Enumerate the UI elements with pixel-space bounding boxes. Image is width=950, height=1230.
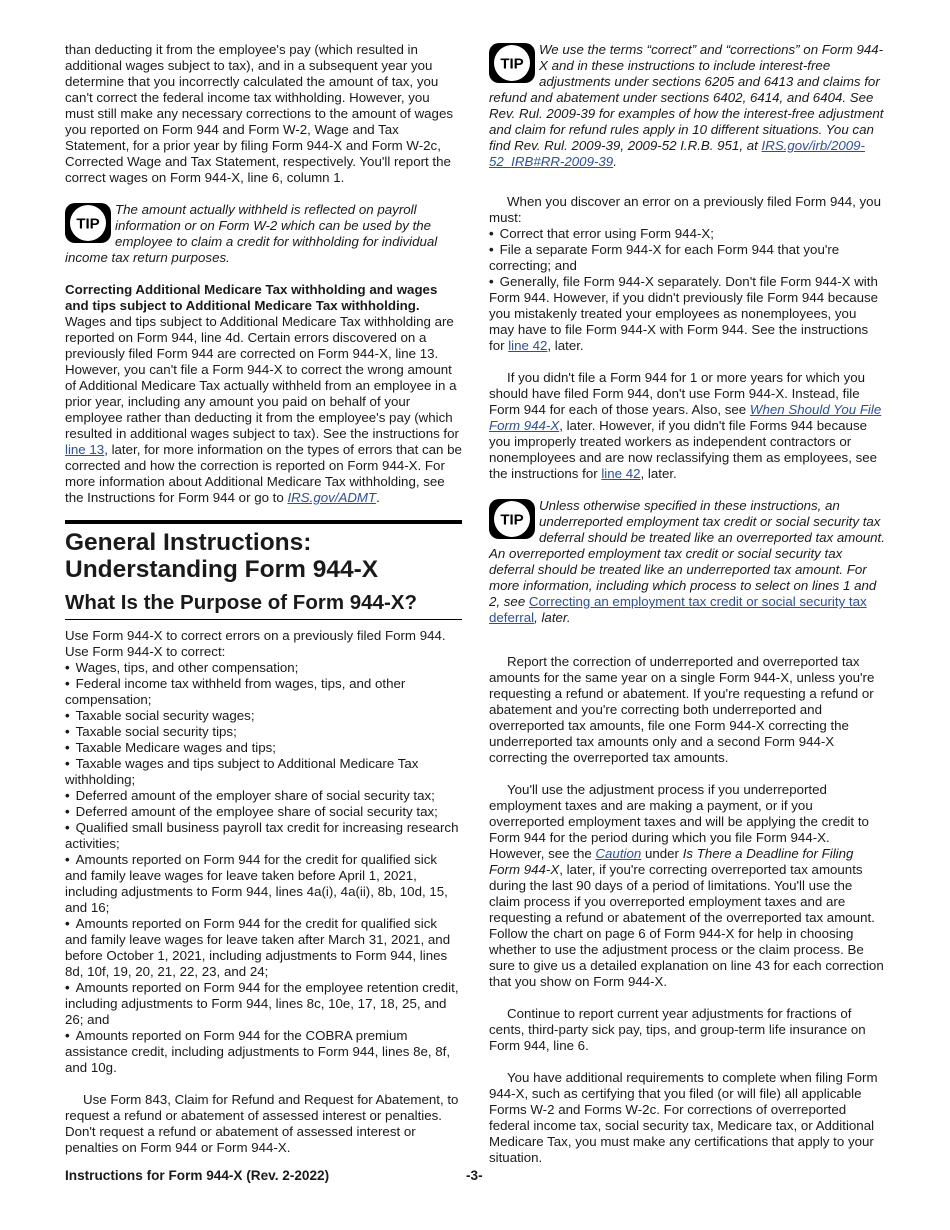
footer-title: Instructions for Form 944-X (Rev. 2-2022) xyxy=(65,1168,330,1183)
link-when-should-you-file[interactable]: When Should You File Form 944-X xyxy=(489,402,882,433)
paragraph-continue-report: Continue to report current year adjustments for fractions of cents, third-party sick pay, tips, and group-term life insurance on Form 944, line 6. xyxy=(489,1006,866,1053)
list-item: • Taxable social security tips; xyxy=(65,724,462,740)
amt-heading: Correcting Additional Medicare Tax withholding and wages and tips subject to Additional Medicare Tax withholding. xyxy=(65,282,438,313)
list-item: • Generally, file Form 944-X separately. Don't file Form 944-X with Form 944. However, if you didn't previously file Form 944 because you mistakenly treated your employees as nonemployees, you may have to file Form 944-X with Form 944. See the instructions for line 42, later. xyxy=(489,274,885,354)
link-caution[interactable]: Caution xyxy=(595,846,642,861)
list-item: • Qualified small business payroll tax credit for increasing research activities; xyxy=(65,820,462,852)
page-number: -3- xyxy=(466,1168,483,1183)
list-item: • Deferred amount of the employer share of social security tax; xyxy=(65,788,462,804)
tip-withheld xyxy=(65,202,462,266)
list-item: • Amounts reported on Form 944 for the credit for qualified sick and family leave wages for leave taken after March 31, 2021, and before October 1, 2021, including adjustments to Form 944, lines 8d, 10f, 19, 20, 21, 22, 23, and 24; xyxy=(65,916,462,980)
link-line-42[interactable]: line 42 xyxy=(508,338,548,353)
list-item: • Taxable Medicare wages and tips; xyxy=(65,740,462,756)
link-correcting-employment-tax-credit[interactable]: Correcting an employment tax credit or social security tax deferral xyxy=(489,594,867,625)
link-line-42[interactable]: line 42 xyxy=(601,466,641,481)
list-item: • Federal income tax withheld from wages, tips, and other compensation; xyxy=(65,676,462,708)
list-item: • Amounts reported on Form 944 for the credit for qualified sick and family leave wages for leave taken before April 1, 2021, including adjustments to Form 944, lines 4a(i), 4a(ii), 8b, 10d, 15, and 16; xyxy=(65,852,462,916)
right-column xyxy=(489,42,885,1166)
svg-text:TIP: TIP xyxy=(500,511,524,529)
subsection-title: What Is the Purpose of Form 944-X? xyxy=(65,591,462,620)
list-item: • Deferred amount of the employee share of social security tax; xyxy=(65,804,462,820)
svg-text:TIP: TIP xyxy=(76,215,100,233)
link-irs-admt[interactable]: IRS.gov/ADMT xyxy=(287,490,377,505)
link-line-13[interactable]: line 13 xyxy=(65,442,105,457)
left-column xyxy=(65,42,462,1156)
discover-bullet-list xyxy=(489,226,885,354)
paragraph-additional-requirements: You have additional requirements to complete when filing Form 944-X, such as certifying that you filed (or will file) all applicable Forms W-2 and Forms W-2c. For corrections of overreported federal income tax, social security tax, Medicare tax, or Additional Medicare Tax, you must make any certifications that apply to your situation. xyxy=(489,1070,878,1165)
tip-icon xyxy=(489,499,535,539)
paragraph-discover-intro: When you discover an error on a previously filed Form 944, you must: xyxy=(489,194,881,225)
list-item: • Taxable wages and tips subject to Additional Medicare Tax withholding; xyxy=(65,756,462,788)
list-item: • Taxable social security wages; xyxy=(65,708,462,724)
purpose-bullet-list xyxy=(65,660,462,1076)
list-item: • Wages, tips, and other compensation; xyxy=(65,660,462,676)
paragraph-no-file: If you didn't file a Form 944 for 1 or more years for which you should have filed Form 944, don't use Form 944-X. Instead, file Form 944 for each of those years. Also, see When Should You File Form 944-X, later. However, if you didn't file Forms 944 because you improperly treated workers as independent contractors or nonemployees and are now reclassifying them as employees, see the instructions for line 42, later. xyxy=(489,370,882,481)
list-item: • Correct that error using Form 944-X; xyxy=(489,226,885,242)
purpose-intro: Use Form 944-X to correct errors on a previously filed Form 944. Use Form 944-X to correct: xyxy=(65,628,446,659)
tip-employment-credit: TIP Unless otherwise specified in these instructions, an underreported employment tax credit or social security tax deferral should be treated like an overreported tax amount. An overreported employment tax credit or social security tax deferral should be treated like an underreported tax amount. For more information, including which process to select on lines 1 and 2, see Correcting an employment tax credit or social security tax deferral, later. xyxy=(489,498,885,625)
section-divider xyxy=(65,520,462,524)
paragraph-additional-medicare: Correcting Additional Medicare Tax withholding and wages and tips subject to Additional Medicare Tax withholding. Wages and tips subject to Additional Medicare Tax withholding are reported on Form 944, line 4d. Certain errors discovered on a previously filed Form 944 are corrected on Form 944-X, line 13. However, you can't file a Form 944-X to correct the wrong amount of Additional Medicare Tax actually withheld from an employee in a prior year, including any amount you paid on behalf of your employee rather than deducting it from the employee's pay (which resulted in additional wages subject to tax). See the instructions for line 13, later, for more information on the types of errors that can be corrected and how the correction is reported on Form 944-X. For more information about Additional Medicare Tax withholding, see the Instructions for Form 944 or go to IRS.gov/ADMT. xyxy=(65,282,462,505)
paragraph-adjustment-process: You'll use the adjustment process if you underreported employment taxes and are making a payment, or if you overreported employment taxes and will be applying the credit to Form 944 for the period during which you file Form 944-X. However, see the Caution under Is There a Deadline for Filing Form 944-X, later, if you're correcting overreported tax amounts during the last 90 days of a period of limitations. You'll use the claim process if you overreported employment taxes and are requesting a refund or abatement of the overreported tax amount. Follow the chart on page 6 of Form 944-X for help in choosing whether to use the adjustment process or the claim process. Be sure to give us a detailed explanation on line 43 for each correction that you show on Form 944-X. xyxy=(489,782,884,989)
list-item: • Amounts reported on Form 944 for the employee retention credit, including adjustments to Form 944, lines 8c, 10e, 17, 18, 25, and 26; and xyxy=(65,980,462,1028)
section-title: General Instructions: Understanding Form 944-X xyxy=(65,529,379,583)
svg-text:TIP: TIP xyxy=(500,55,524,73)
list-item: • Amounts reported on Form 944 for the COBRA premium assistance credit, including adjustments to Form 944, lines 8e, 8f, and 10g. xyxy=(65,1028,462,1076)
tip-withheld-text: The amount actually withheld is reflected on payroll information or on Form W-2 which can be used by the employee to claim a credit for withholding for individual income tax return purposes. xyxy=(65,202,438,265)
paragraph-prior-year-wages: than deducting it from the employee's pay (which resulted in additional wages subject to tax), and in a subsequent year you determine that you incorrectly calculated the amount of tax, you can't correct the federal income tax withholding. However, you must still make any necessary corrections to the amount of wages you reported on Form 944 and Form W-2, Wage and Tax Statement, for a prior year by filing Form 944-X and Form W-2c, Corrected Wage and Tax Statement, respectively. You'll report the correct wages on Form 944-X, line 6, column 1. xyxy=(65,42,453,185)
tip-icon xyxy=(65,203,111,243)
list-item: • File a separate Form 944-X for each Form 944 that you're correcting; and xyxy=(489,242,885,274)
link-rev-rul-2009-39[interactable]: IRS.gov/irb/2009-52_IRB#RR-2009-39 xyxy=(489,138,865,169)
tip-corrections-terms: TIP We use the terms “correct” and “corrections” on Form 944-X and in these instructions to include interest-free adjustments under sections 6205 and 6413 and claims for refund and abatement under sections 6402, 6414, and 6404. See Rev. Rul. 2009-39 for examples of how the interest-free adjustment and claim for refund rules apply in 10 different situations. You can find Rev. Rul. 2009-39, 2009-52 I.R.B. 951, at IRS.gov/irb/2009-52_IRB#RR-2009-39. xyxy=(489,42,884,169)
paragraph-report-correction: Report the correction of underreported and overreported tax amounts for the same year on a single Form 944-X, unless you're requesting a refund or abatement. If you're requesting a refund or abatement and you're correcting both underreported and overreported tax amounts, file one Form 944-X correcting the underreported tax amounts only and a second Form 944-X correcting the overreported tax amounts. xyxy=(489,654,875,765)
tip-icon xyxy=(489,43,535,83)
paragraph-form-843: Use Form 843, Claim for Refund and Request for Abatement, to request a refund or abatement of assessed interest or penalties. Don't request a refund or abatement of assessed interest or penalties on Form 944 or Form 944-X. xyxy=(65,1092,459,1155)
